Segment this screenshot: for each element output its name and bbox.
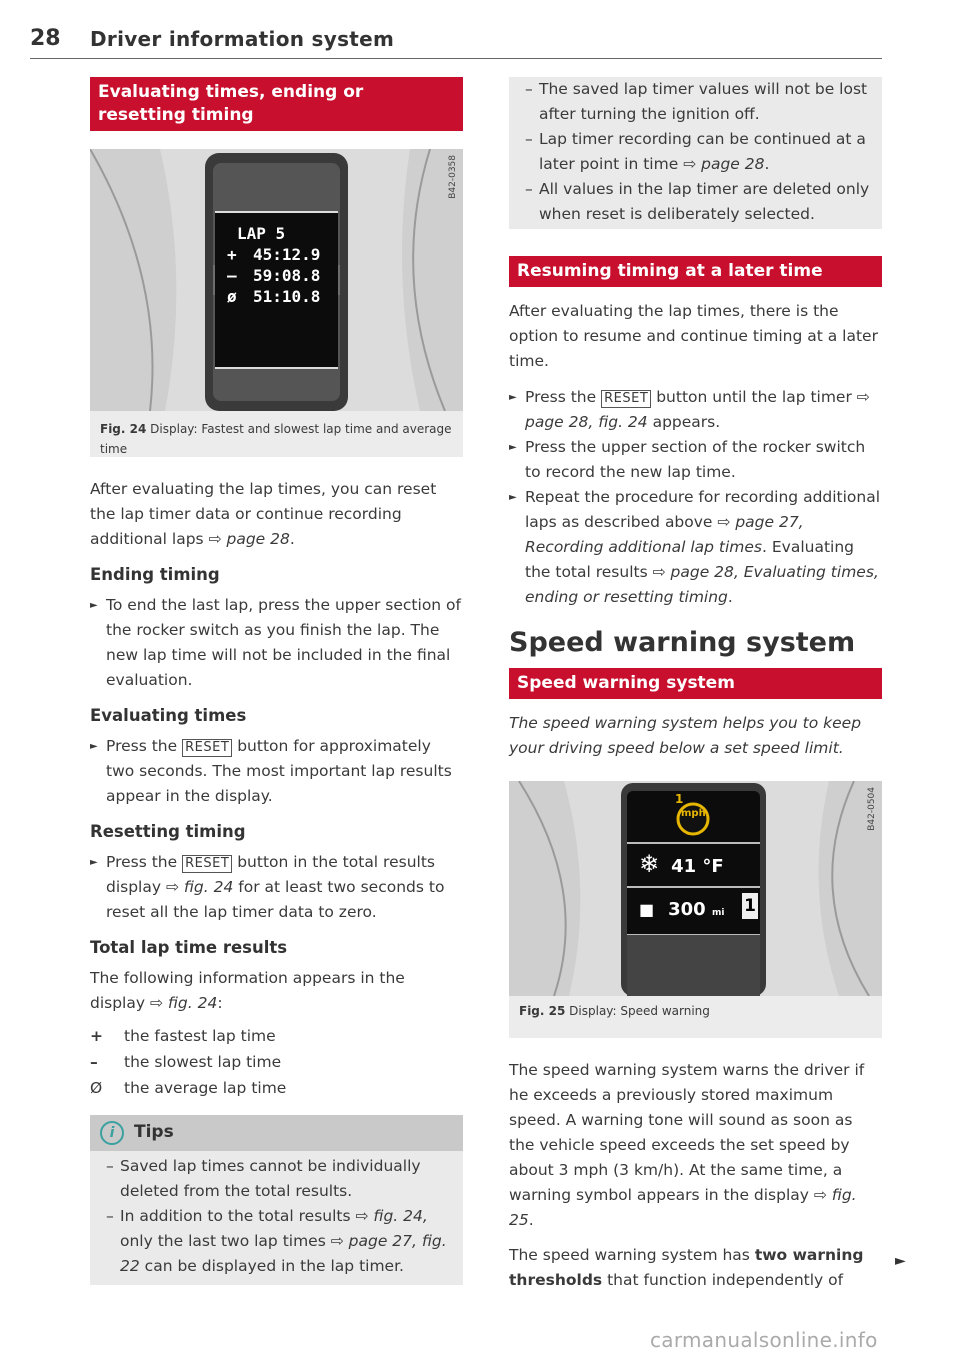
tip-item: – Saved lap times cannot be individually deleted from the total results. — [106, 1157, 421, 1200]
total-results-heading: Total lap time results — [90, 938, 288, 957]
figure-link[interactable]: ⇨ fig. 24 — [165, 878, 234, 896]
page-link[interactable]: ⇨ page 28, fig. 24 — [525, 388, 870, 431]
lap-line-average: ø 51:10.8 — [227, 287, 321, 306]
figure-24 — [90, 149, 463, 457]
ending-timing-heading: Ending timing — [90, 565, 220, 584]
page-tag: 1 — [742, 893, 758, 919]
tip-item: – In addition to the total results ⇨ fig. 24, only the last two lap times ⇨ page 27, fig. 22 can be displayed in the lap timer. — [106, 1207, 447, 1275]
resume-step: ► Press the RESET button until the lap timer ⇨ page 28, fig. 24 appears. — [509, 385, 882, 435]
symbol-item-average: Ø the average lap time — [90, 1079, 287, 1097]
snowflake-icon: ❄ — [639, 850, 660, 878]
lap-line-title: LAP 5 — [237, 224, 286, 243]
speed-warning-heading: Speed warning system — [509, 627, 856, 658]
section-title-resuming: Resuming timing at a later time — [509, 256, 882, 287]
page-number: 28 — [30, 26, 61, 51]
resume-step: ► Press the upper section of the rocker switch to record the new lap time. — [509, 435, 882, 485]
resume-paragraph: After evaluating the lap times, there is the option to resume and continue timing at a later time. — [509, 302, 878, 370]
total-results-intro: The following information appears in the display ⇨ fig. 24: — [90, 969, 405, 1012]
speed-warning-paragraph-2: The speed warning system has two warning thresholds that function independently of — [509, 1246, 864, 1289]
figure-24-caption: Fig. 24 Display: Fastest and slowest lap time and average time — [100, 422, 452, 456]
page-link[interactable]: ⇨ page 27, Recording additional lap times — [525, 513, 804, 556]
section-title-evaluating: Evaluating times, ending or resetting timing — [90, 77, 463, 131]
symbol-item-slowest: – the slowest lap time — [90, 1053, 282, 1071]
page-link[interactable]: ⇨ page 27, fig. 22 — [120, 1232, 447, 1275]
chapter-title: Driver information system — [90, 27, 395, 51]
right-column — [509, 77, 882, 1293]
resetting-timing-heading: Resetting timing — [90, 822, 246, 841]
page-link[interactable]: ⇨ page 28, Evaluating times, ending or resetting timing — [525, 563, 879, 606]
left-column — [90, 77, 463, 1285]
figure-25-caption: Fig. 25 Display: Speed warning — [519, 1004, 710, 1018]
speed-warning-intro: The speed warning system helps you to keep your driving speed below a set speed limit. — [509, 714, 862, 757]
note-item: – The saved lap timer values will not be lost after turning the ignition off. — [525, 80, 868, 123]
watermark: carmanualsonline.info — [650, 1328, 878, 1352]
range-readout: ■ 300 mi — [639, 899, 725, 920]
fuel-pump-icon: ■ — [639, 900, 655, 919]
resume-step: ► Repeat the procedure for recording additional laps as described above ⇨ page 27, Recording additional lap times. Evaluating the total results ⇨ page 28, Evaluating times, ending or resetting timing. — [509, 485, 882, 610]
page-link[interactable]: ⇨ page 28 — [208, 530, 290, 548]
lap-line-slowest: – 59:08.8 — [227, 266, 321, 285]
symbol-item-fastest: + the fastest lap time — [90, 1027, 276, 1045]
note-item: – All values in the lap timer are deleted only when reset is deliberately selected. — [525, 180, 870, 223]
lap-timer-screen — [215, 211, 338, 369]
evaluating-times-step: ► Press the RESET button for approximately two seconds. The most important lap results appear in the display. — [90, 734, 463, 809]
figure-25-code: B42-0504 — [867, 787, 877, 831]
evaluating-times-heading: Evaluating times — [90, 706, 247, 725]
resetting-timing-step: ► Press the RESET button in the total results display ⇨ fig. 24 for at least two seconds to reset all the lap timer data to zero. — [90, 850, 463, 925]
section-title-speed-warning: Speed warning system — [509, 668, 882, 699]
figure-link[interactable]: ⇨ fig. 25 — [509, 1186, 857, 1229]
tips-box — [90, 1115, 463, 1285]
page-link[interactable]: ⇨ page 28 — [683, 155, 765, 173]
figure-24-code: B42-0358 — [448, 155, 458, 199]
symbol-list — [90, 1023, 463, 1101]
outside-temp-readout: ❄ 41 °F — [639, 850, 724, 878]
intro-paragraph: After evaluating the lap times, you can reset the lap timer data or continue recording additional laps ⇨ page 28. — [90, 480, 437, 548]
figure-link[interactable]: ⇨ fig. 24 — [149, 994, 218, 1012]
header-rule — [30, 58, 882, 59]
notes-box — [509, 77, 882, 229]
note-item: – Lap timer recording can be continued at a later point in time ⇨ page 28. — [525, 130, 866, 173]
ending-timing-step: ► To end the last lap, press the upper section of the rocker switch as you finish the lap. The new lap time will not be included in the final evaluation. — [90, 593, 463, 693]
tips-header: i Tips — [90, 1115, 463, 1151]
figure-25: 1 mph ❄ 41 °F ■ 300 mi 1 B42-0504 Fig. 25 Display: Speed warning — [509, 781, 882, 1038]
figure-link[interactable]: ⇨ fig. 24, — [355, 1207, 428, 1225]
continue-arrow-icon: ► — [895, 1253, 906, 1269]
lap-line-fastest: + 45:12.9 — [227, 245, 321, 264]
reset-key-label: RESET — [182, 739, 232, 757]
info-icon: i — [100, 1121, 124, 1145]
speed-warning-paragraph-1: The speed warning system warns the driver if he exceeds a previously stored maximum speed. A warning tone will sound as soon as the vehicle speed exceeds the set speed by about 3 mph (3 km/h). At the same time, a warning symbol appears in the display ⇨ fig. 25. — [509, 1061, 865, 1229]
